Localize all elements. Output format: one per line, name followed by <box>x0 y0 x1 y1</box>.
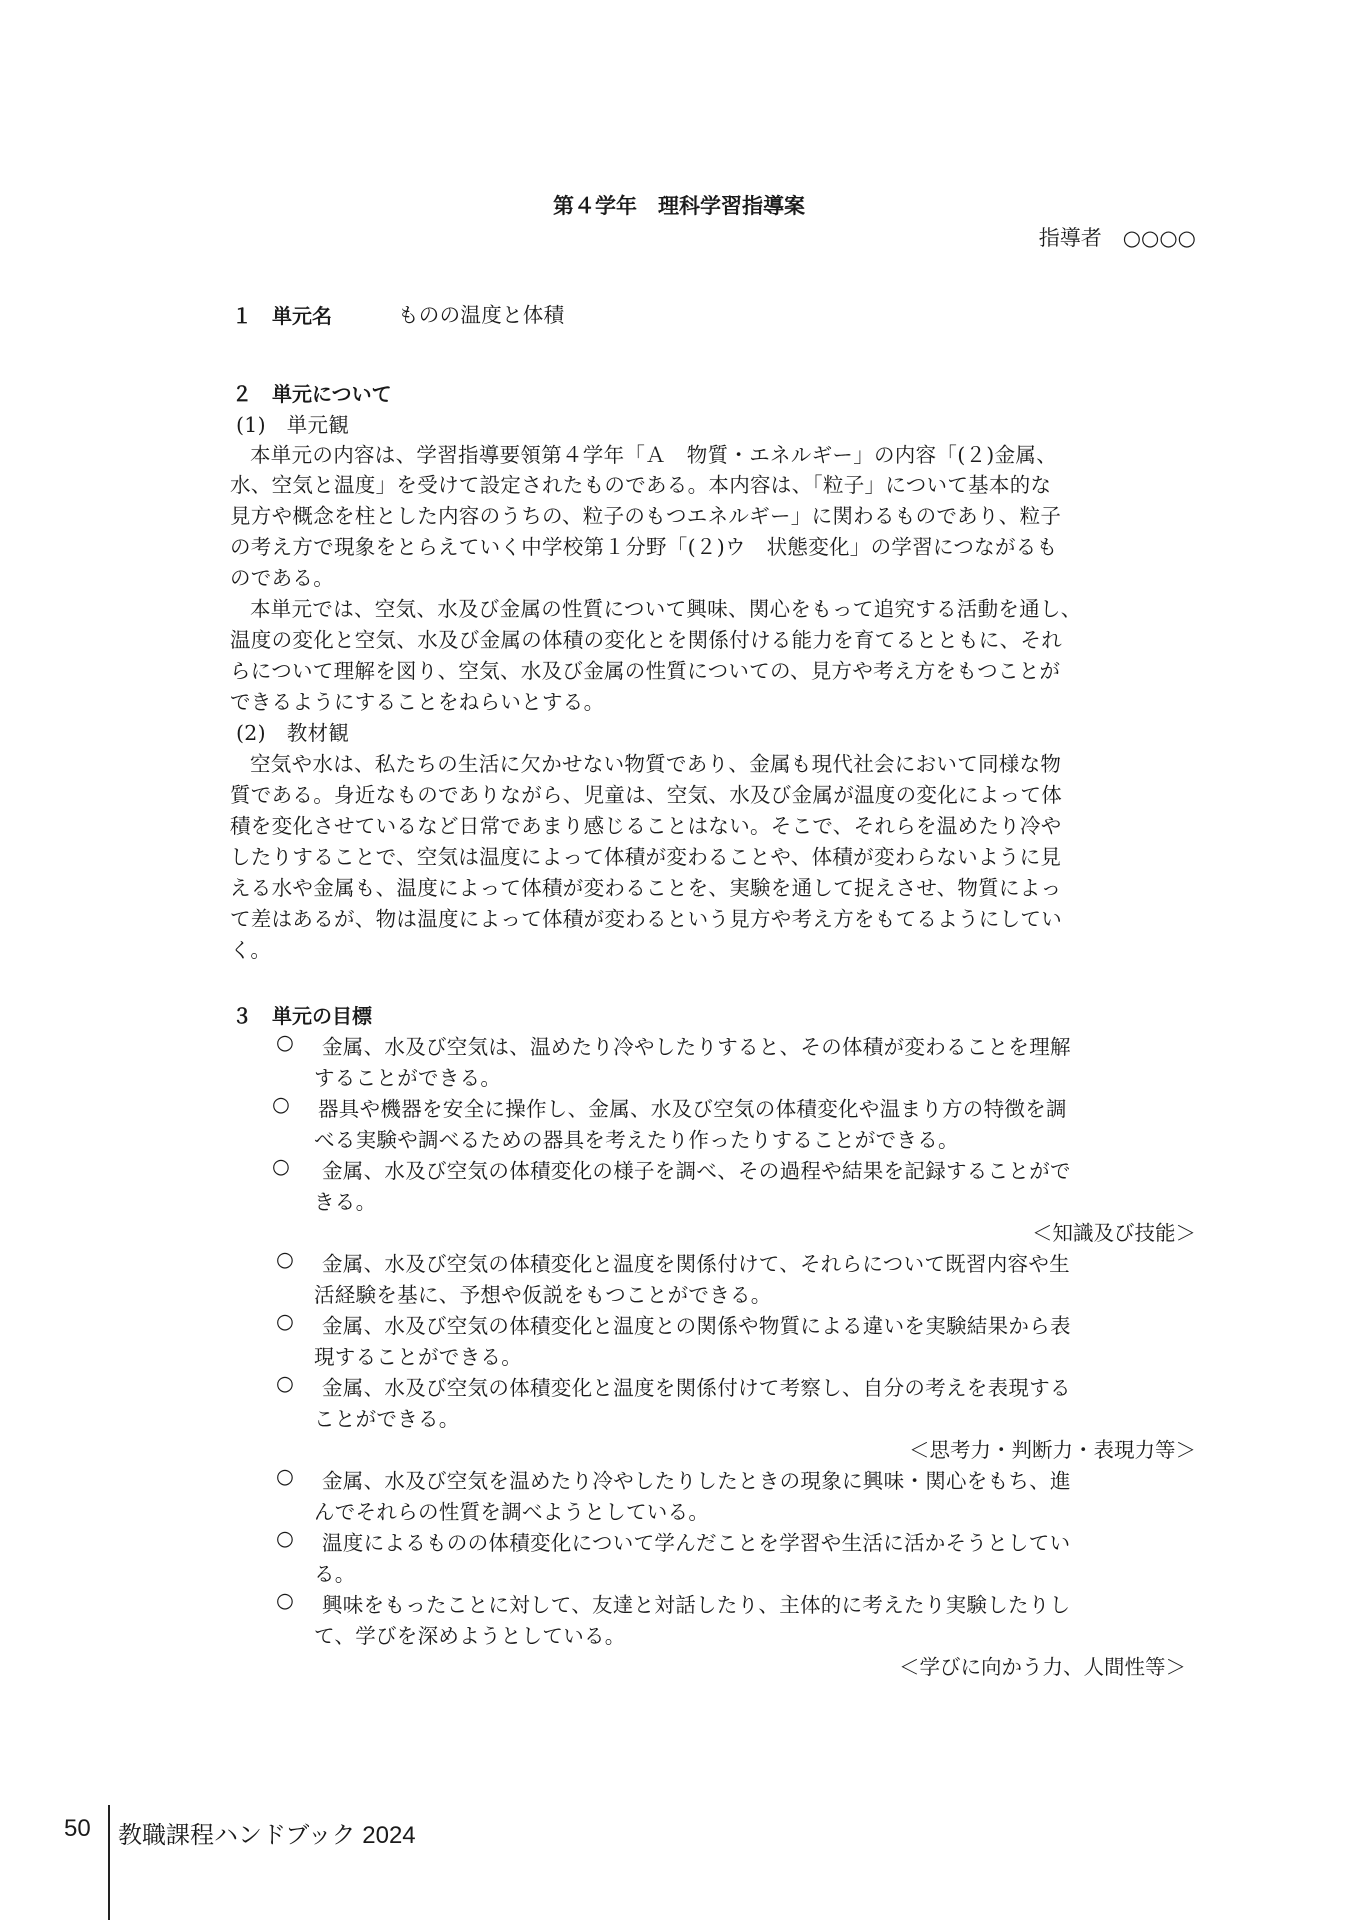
paragraph-line: のである。 <box>230 566 334 590</box>
goal-bullet: ○ <box>276 1464 295 1488</box>
goal-line: 金属、水及び空気の体積変化の様子を調べ、その過程や結果を記録することがで <box>322 1159 1071 1183</box>
paragraph-line: 温度の変化と空気、水及び金属の体積の変化とを関係付ける能力を育てるとともに、それ <box>230 628 1062 652</box>
goal-line: んでそれらの性質を調べようとしている。 <box>314 1500 710 1524</box>
goal-line: 活経験を基に、予想や仮説をもつことができる。 <box>314 1283 772 1307</box>
goal-line: べる実験や調べるための器具を考えたり作ったりすることができる。 <box>314 1128 959 1152</box>
goal-line: 金属、水及び空気の体積変化と温度との関係や物質による違いを実験結果から表 <box>322 1314 1071 1338</box>
paragraph-line: したりすることで、空気は温度によって体積が変わることや、体積が変わらないように見 <box>230 845 1062 869</box>
goal-line: 興味をもったことに対して、友達と対話したり、主体的に考えたり実験したりし <box>322 1593 1071 1617</box>
goal-line: することができる。 <box>314 1066 502 1090</box>
page-number: 50 <box>64 1815 91 1842</box>
goal-bullet: ○ <box>272 1092 291 1116</box>
goal-line: 金属、水及び空気を温めたり冷やしたりしたときの現象に興味・関心をもち、進 <box>322 1469 1071 1493</box>
sub-heading-unit-view: (1) 単元観 <box>236 413 350 437</box>
goal-line: る。 <box>314 1562 356 1586</box>
paragraph-line: て差はあるが、物は温度によって体積が変わるという見方や考え方をもてるようにしてい <box>230 907 1062 931</box>
document-title: 第４学年 理科学習指導案 <box>553 194 805 218</box>
paragraph-line: 見方や概念を柱とした内容のうちの、粒子のもつエネルギー」に関わるものであり、粒子 <box>230 504 1062 528</box>
paragraph-line: の考え方で現象をとらえていく中学校第１分野「(２)ウ 状態変化」の学習につながるも <box>230 535 1058 559</box>
goal-line: ことができる。 <box>314 1407 460 1431</box>
goal-line: て、学びを深めようとしている。 <box>314 1624 626 1648</box>
goal-bullet: ○ <box>276 1526 295 1550</box>
goal-line: きる。 <box>314 1190 377 1214</box>
paragraph-line: 空気や水は、私たちの生活に欠かせない物質であり、金属も現代社会において同様な物 <box>250 752 1062 776</box>
goal-bullet: ○ <box>276 1309 295 1333</box>
goal-line: 金属、水及び空気の体積変化と温度を関係付けて、それらについて既習内容や生 <box>322 1252 1070 1276</box>
goal-bullet: ○ <box>276 1247 295 1271</box>
paragraph-line: える水や金属も、温度によって体積が変わることを、実験を通して捉えさせ、物質によっ <box>230 876 1062 900</box>
goal-bullet: ○ <box>276 1371 295 1395</box>
goal-bullet: ○ <box>272 1154 291 1178</box>
author-line: 指導者 ○○○○ <box>1038 226 1196 250</box>
goal-line: 金属、水及び空気の体積変化と温度を関係付けて考察し、自分の考えを表現する <box>322 1376 1071 1400</box>
paragraph-line: 積を変化させているなど日常であまり感じることはない。そこで、それらを温めたり冷や <box>230 814 1062 838</box>
category-tag: ＜学びに向かう力、人間性等＞ <box>899 1655 1186 1679</box>
paragraph-line: 水、空気と温度」を受けて設定されたものである。本内容は、「粒子」について基本的な <box>230 473 1052 497</box>
section1-heading: １ 単元名 <box>232 304 332 328</box>
paragraph-line: 本単元の内容は、学習指導要領第４学年「Ａ 物質・エネルギー」の内容「(２)金属、 <box>250 443 1057 467</box>
goal-line: 器具や機器を安全に操作し、金属、水及び空気の体積変化や温まり方の特徴を調 <box>318 1097 1067 1121</box>
footer-divider <box>108 1805 110 1920</box>
section2-heading: ２ 単元について <box>232 382 392 406</box>
paragraph-line: できるようにすることをねらいとする。 <box>230 690 605 714</box>
category-tag: ＜思考力・判断力・表現力等＞ <box>909 1438 1196 1462</box>
unit-name: ものの温度と体積 <box>398 303 565 327</box>
goal-bullet: ○ <box>276 1588 295 1612</box>
paragraph-line: く。 <box>230 938 272 962</box>
paragraph-line: 質である。身近なものでありながら、児童は、空気、水及び金属が温度の変化によって体 <box>230 783 1062 807</box>
goal-line: 温度によるものの体積変化について学んだことを学習や生活に活かそうとしてい <box>322 1531 1071 1555</box>
book-title: 教職課程ハンドブック 2024 <box>118 1822 416 1849</box>
goal-line: 金属、水及び空気は、温めたり冷やしたりすると、その体積が変わることを理解 <box>322 1035 1071 1059</box>
paragraph-line: らについて理解を図り、空気、水及び金属の性質についての、見方や考え方をもつことが <box>230 659 1061 683</box>
goal-bullet: ○ <box>276 1030 295 1054</box>
sub-heading-material-view: (2) 教材観 <box>236 721 350 745</box>
goal-line: 現することができる。 <box>314 1345 522 1369</box>
category-tag: ＜知識及び技能＞ <box>1032 1221 1196 1245</box>
paragraph-line: 本単元では、空気、水及び金属の性質について興味、関心をもって追究する活動を通し、 <box>250 597 1082 621</box>
section3-heading: ３ 単元の目標 <box>232 1004 372 1028</box>
